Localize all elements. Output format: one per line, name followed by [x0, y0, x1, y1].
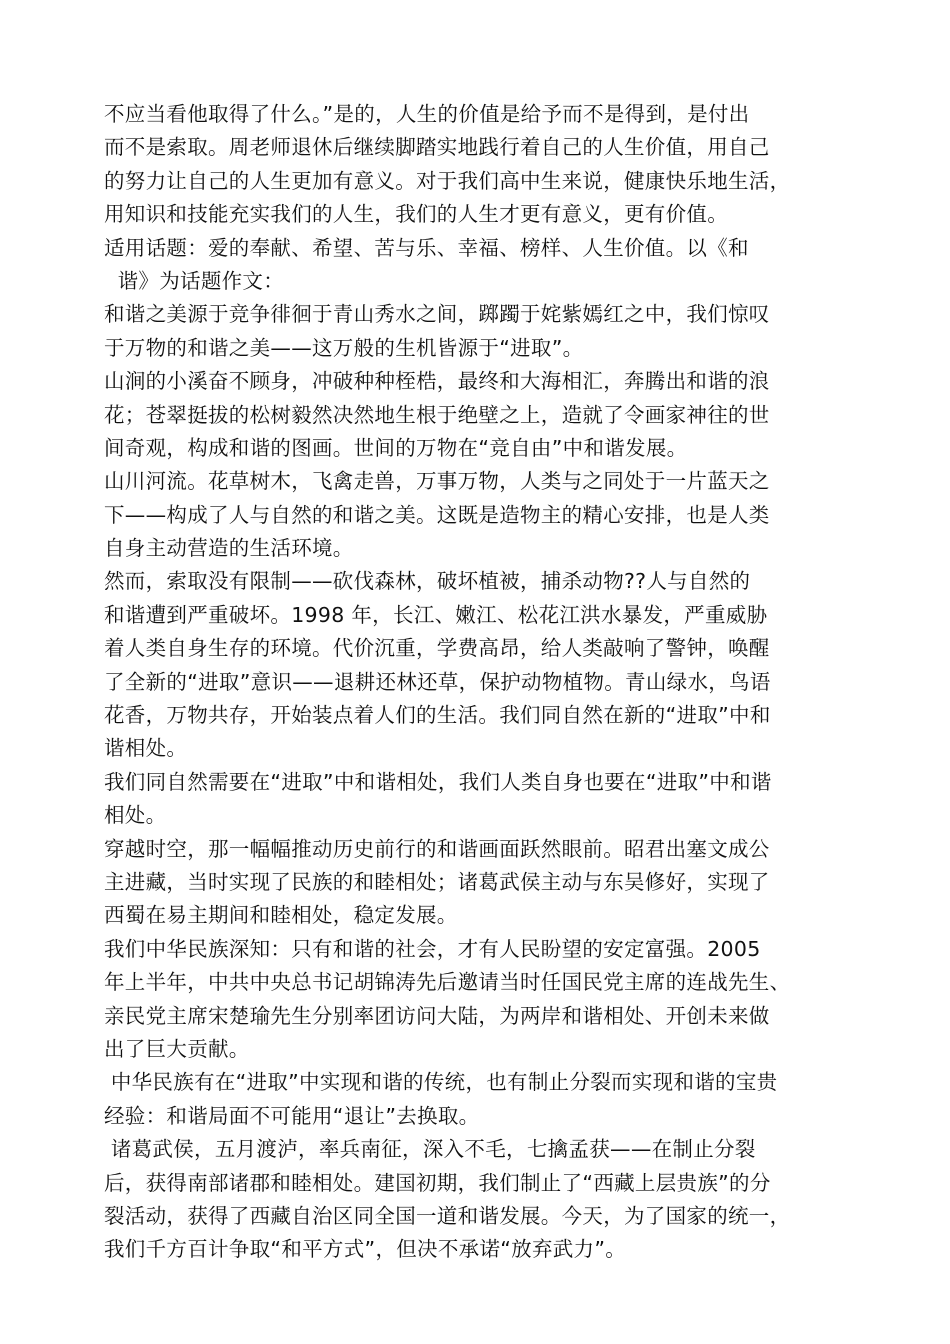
text-line: 和谐之美源于竞争徘徊于青山秀水之间，踯躅于姹紫嫣红之中，我们惊叹 — [104, 302, 770, 327]
text-line: 不应当看他取得了什么。”是的，人生的价值是给予而不是得到，是付出 — [104, 102, 750, 126]
text-line: 和谐遭到严重破坏。1998 年，长江、嫩江、松花江洪水暴发，严重威胁 — [104, 602, 768, 627]
text-line: 中华民族有在“进取”中实现和谐的传统，也有制止分裂而实现和谐的宝贵 — [104, 1070, 778, 1095]
text-line: 了全新的“进取”意识——退耕还林还草，保护动物植物。青山绿水，鸟语 — [104, 669, 771, 694]
text-line: 西蜀在易主期间和睦相处，稳定发展。 — [104, 903, 458, 928]
text-line: 自身主动营造的生活环境。 — [104, 536, 354, 561]
text-line: 花香，万物共存，开始装点着人们的生活。我们同自然在新的“进取”中和 — [104, 703, 771, 728]
text-line: 裂活动，获得了西藏自治区同全国一道和谐发展。今天，为了国家的统一， — [104, 1203, 791, 1228]
text-line: 着人类自身生存的环境。代价沉重，学费高昂，给人类敲响了警钟，唤醒 — [104, 636, 770, 661]
text-line: 穿越时空，那一幅幅推动历史前行的和谐画面跃然眼前。昭君出塞文成公 — [104, 836, 770, 861]
text-line: 我们中华民族深知：只有和谐的社会，才有人民盼望的安定富强。2005 — [104, 936, 761, 961]
text-line: 花；苍翠挺拔的松树毅然决然地生根于绝壁之上，造就了令画家神往的世 — [104, 402, 770, 427]
text-line: 适用话题：爱的奉献、希望、苦与乐、幸福、榜样、人生价值。以《和 — [104, 235, 749, 260]
text-line: 山涧的小溪奋不顾身，冲破种种桎梏，最终和大海相汇，奔腾出和谐的浪 — [104, 369, 770, 394]
document-body — [104, 98, 864, 1267]
text-line: 谐》为话题作文： — [104, 268, 285, 293]
text-line: 相处。 — [104, 803, 167, 828]
text-line: 山川河流。花草树木，飞禽走兽，万事万物，人类与之同处于一片蓝天之 — [104, 469, 770, 494]
text-line: 然而，索取没有限制——砍伐森林，破坏植被，捕杀动物??人与自然的 — [104, 569, 751, 594]
text-line: 经验：和谐局面不可能用“退让”去换取。 — [104, 1103, 480, 1128]
text-line: 而不是索取。周老师退休后继续脚踏实地践行着自己的人生价值，用自己 — [104, 135, 770, 160]
text-line: 年上半年，中共中央总书记胡锦涛先后邀请当时任国民党主席的连战先生、 — [104, 970, 791, 995]
text-line: 间奇观，构成和谐的图画。世间的万物在“竞自由”中和谐发展。 — [104, 435, 688, 460]
text-line: 主进藏，当时实现了民族的和睦相处；诸葛武侯主动与东吴修好，实现了 — [104, 869, 770, 894]
text-line: 后，获得南部诸郡和睦相处。建国初期，我们制止了“西藏上层贵族”的分 — [104, 1170, 771, 1195]
text-line: 的努力让自己的人生更加有意义。对于我们高中生来说，健康快乐地生活， — [104, 168, 791, 193]
text-line: 亲民党主席宋楚瑜先生分别率团访问大陆，为两岸和谐相处、开创未来做 — [104, 1003, 770, 1028]
text-line: 下——构成了人与自然的和谐之美。这既是造物主的精心安排，也是人类 — [104, 502, 770, 527]
text-line: 用知识和技能充实我们的人生，我们的人生才更有意义，更有价值。 — [104, 202, 728, 227]
text-line: 诸葛武侯，五月渡泸，率兵南征，深入不毛，七擒孟获——在制止分裂 — [104, 1137, 756, 1162]
text-line: 谐相处。 — [104, 736, 188, 761]
text-line: 于万物的和谐之美——这万般的生机皆源于“进取”。 — [104, 335, 584, 360]
text-line: 我们千方百计争取“和平方式”，但决不承诺“放弃武力”。 — [104, 1237, 627, 1262]
text-line: 我们同自然需要在“进取”中和谐相处，我们人类自身也要在“进取”中和谐 — [104, 769, 772, 794]
text-line: 出了巨大贡献。 — [104, 1036, 250, 1061]
